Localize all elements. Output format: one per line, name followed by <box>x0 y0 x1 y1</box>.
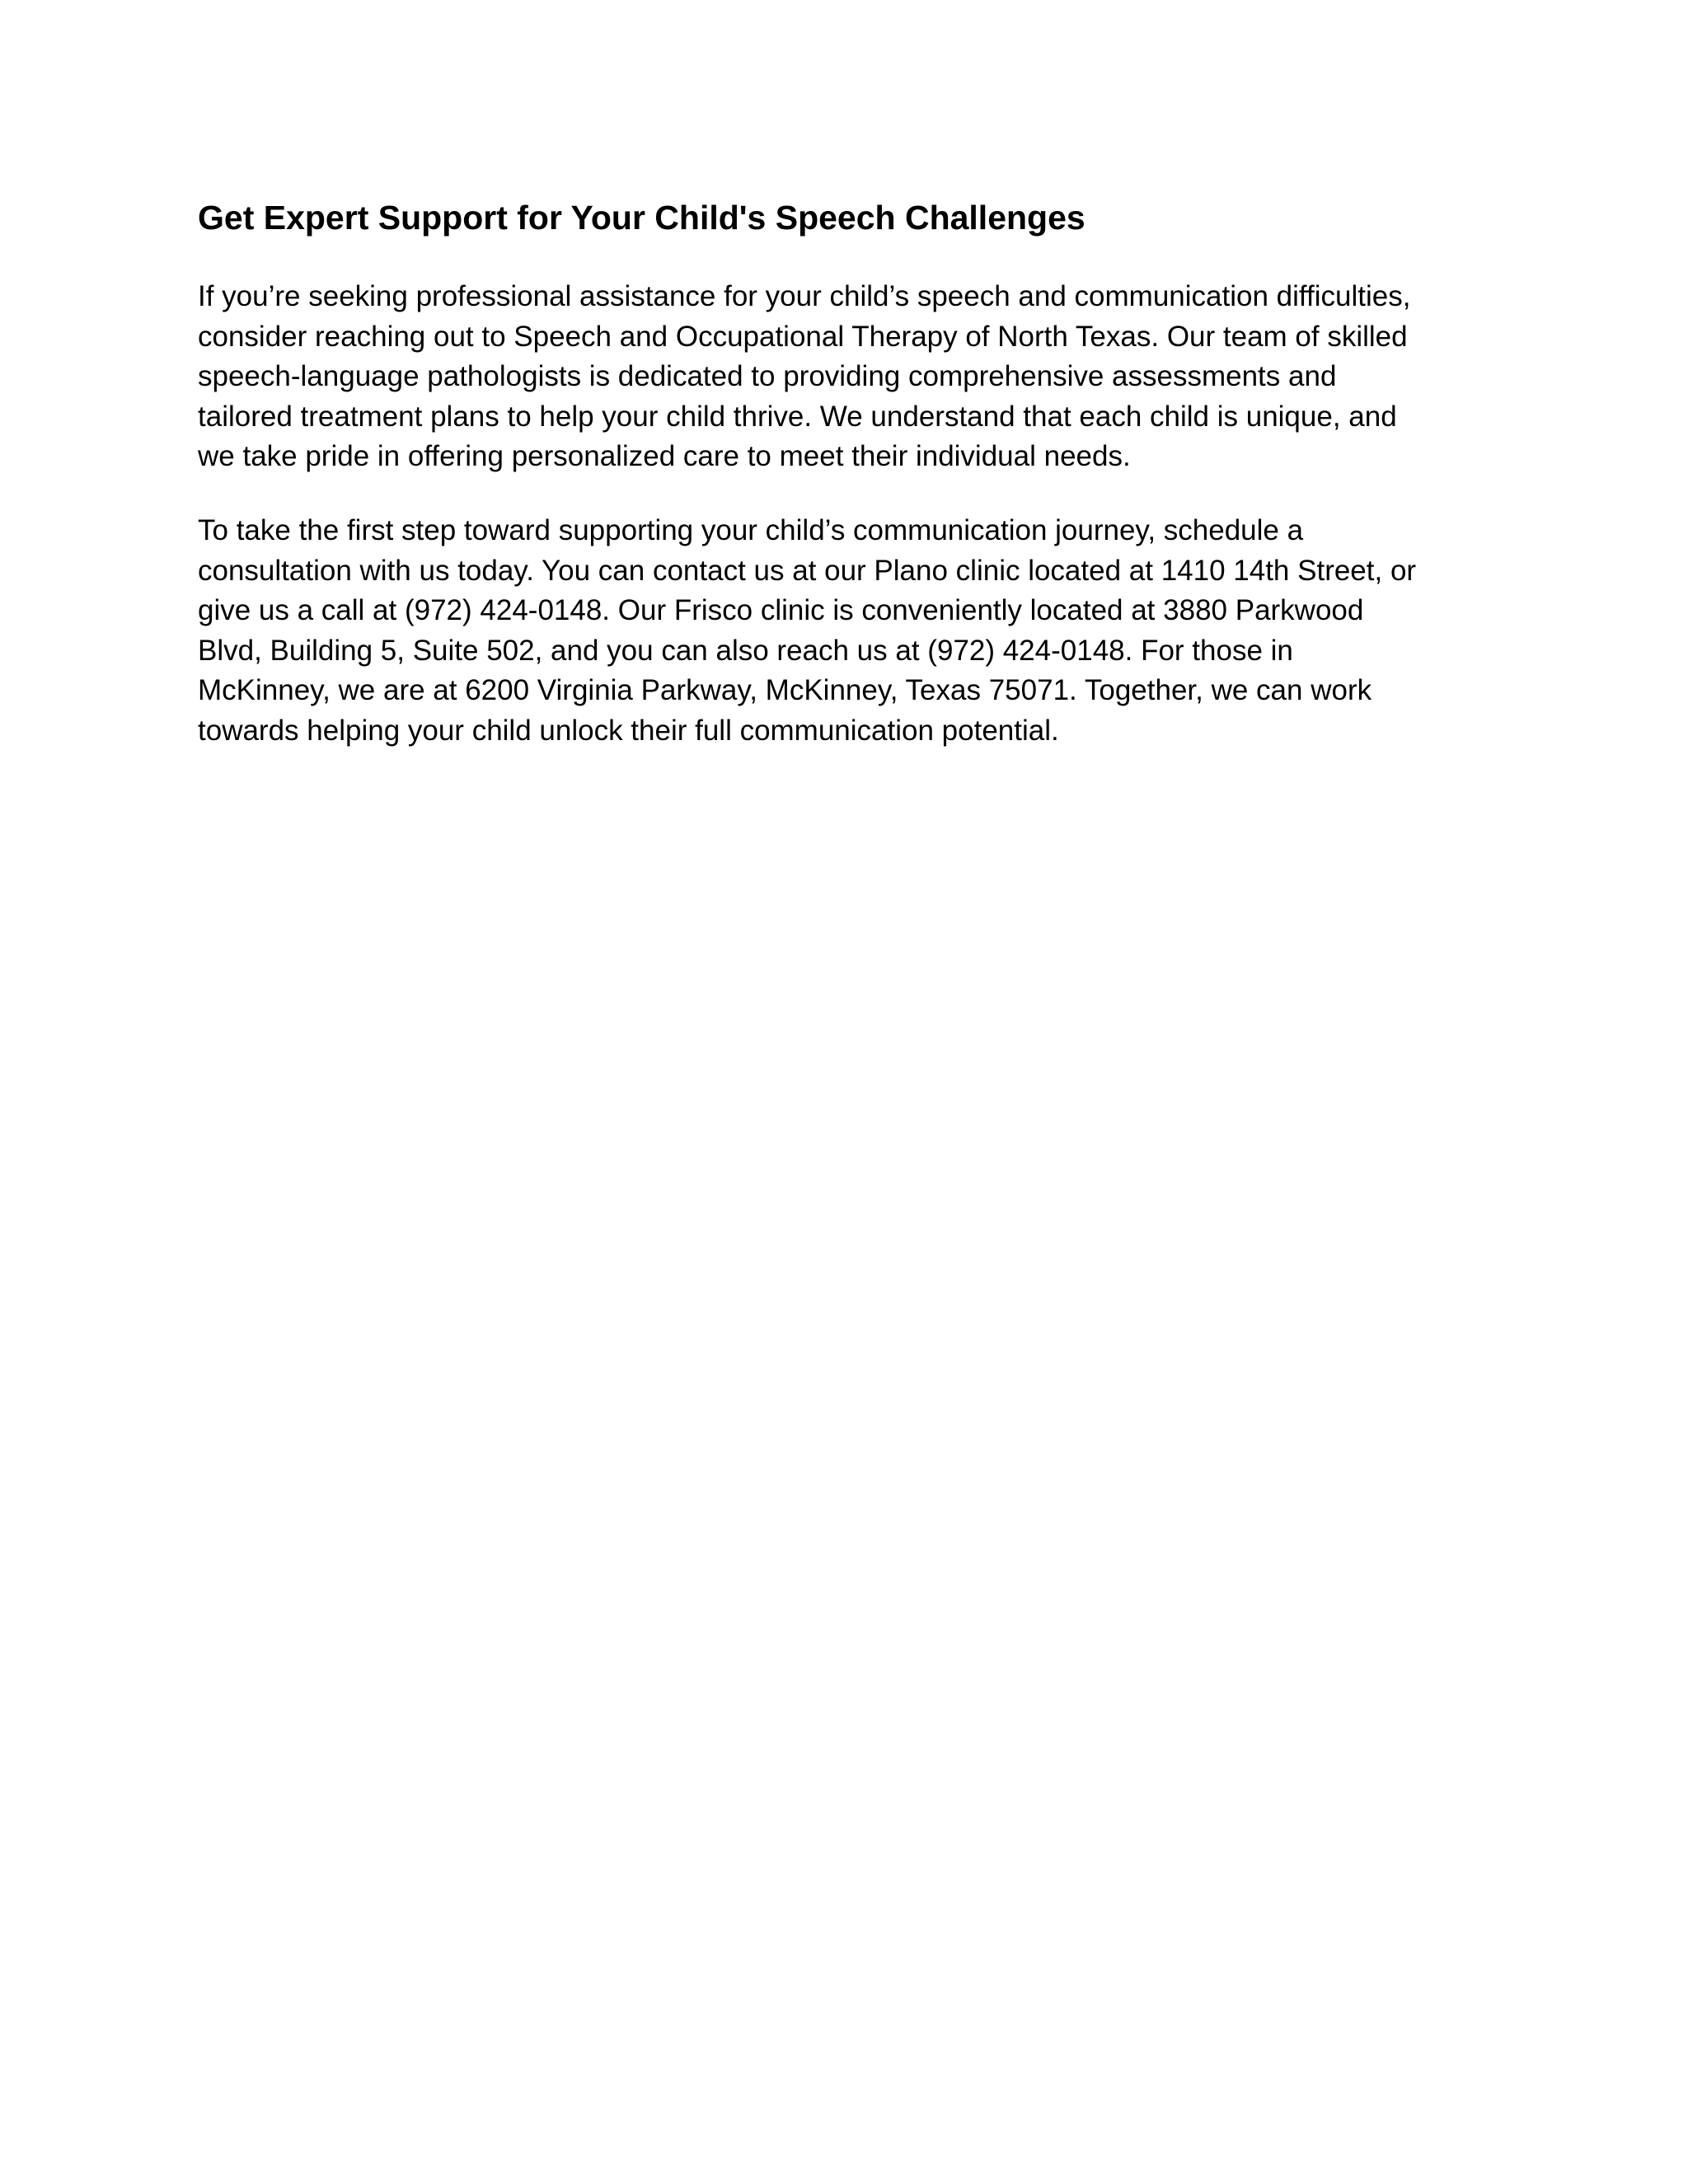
intro-paragraph <box>198 277 1500 477</box>
document-heading: Get Expert Support for Your Child's Speech Challenges <box>198 199 1085 237</box>
document-content <box>198 194 1500 752</box>
paragraph-line: To take the first step toward supporting your child’s communication journey, schedule a <box>198 513 1304 546</box>
paragraph-line: tailored treatment plans to help your child thrive. We understand that each child is unique, and <box>198 400 1397 433</box>
paragraph-line: consultation with us today. You can contact us at our Plano clinic located at 1410 14th Street, or <box>198 554 1417 587</box>
paragraph-line: If you’re seeking professional assistance for your child’s speech and communication difficulties, <box>198 280 1411 312</box>
paragraph-line: McKinney, we are at 6200 Virginia Parkway, McKinney, Texas 75071. Together, we can work <box>198 674 1372 707</box>
contact-paragraph <box>198 511 1500 752</box>
paragraph-line: we take pride in offering personalized care to meet their individual needs. <box>198 440 1131 473</box>
paragraph-line: give us a call at (972) 424-0148. Our Frisco clinic is conveniently located at 3880 Parkwood <box>198 594 1364 627</box>
paragraph-line: towards helping your child unlock their full communication potential. <box>198 714 1059 747</box>
paragraph-line: Blvd, Building 5, Suite 502, and you can also reach us at (972) 424-0148. For those in <box>198 634 1293 667</box>
paragraph-line: consider reaching out to Speech and Occupational Therapy of North Texas. Our team of skilled <box>198 320 1408 353</box>
paragraph-line: speech-language pathologists is dedicated to providing comprehensive assessments and <box>198 360 1337 393</box>
